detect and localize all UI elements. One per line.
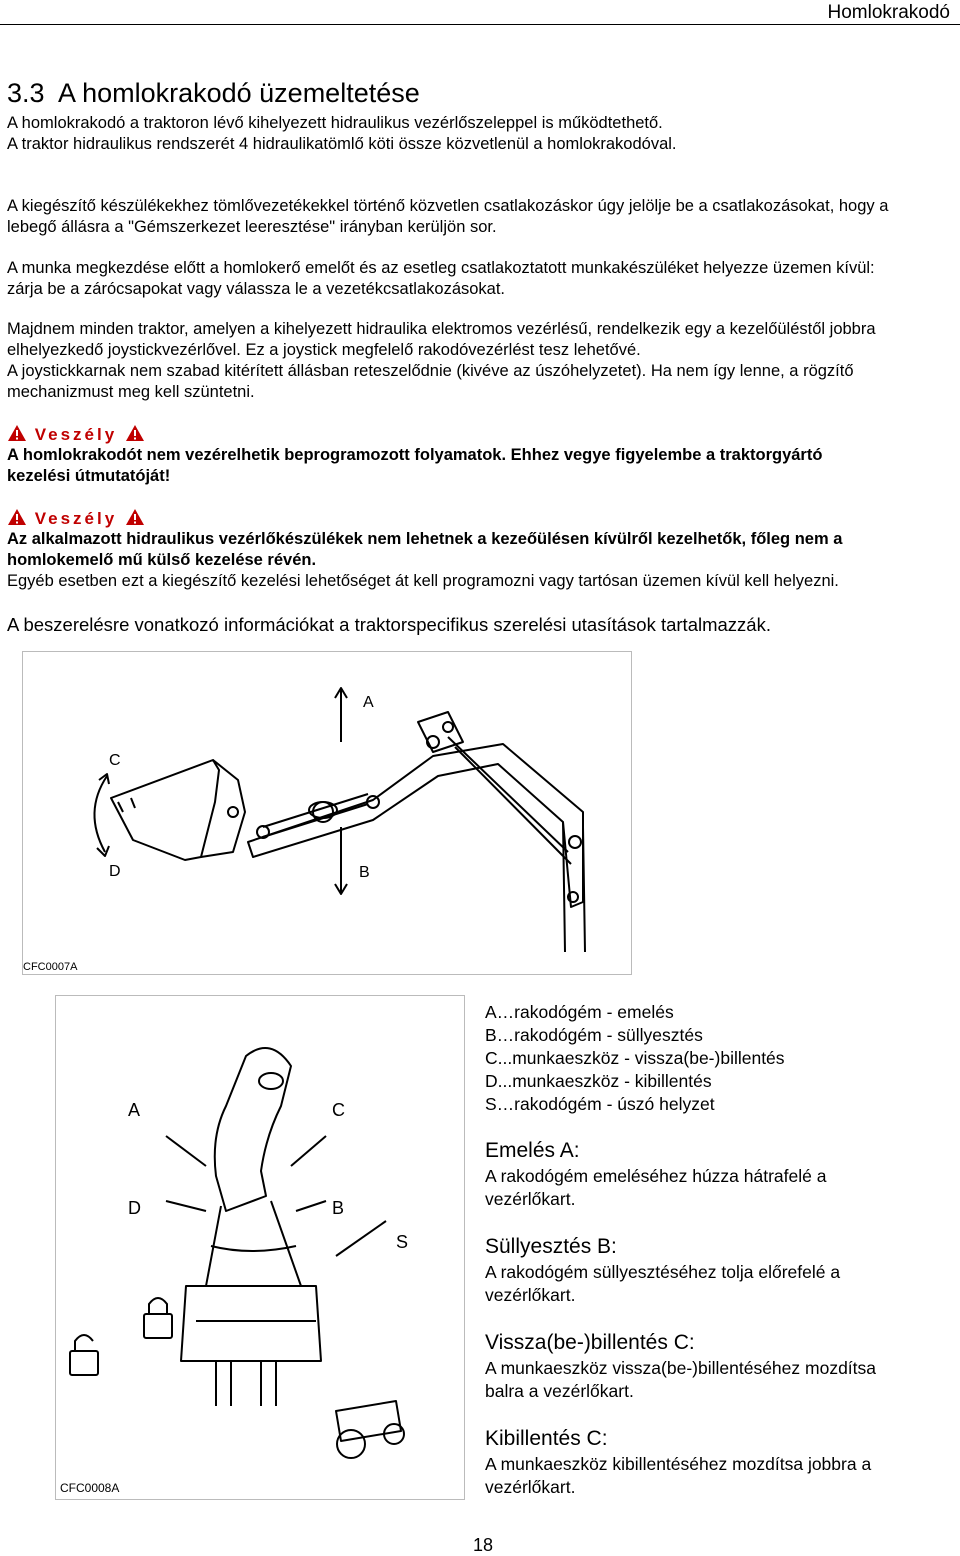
control-line: A rakodógém emeléséhez húzza hátrafelé a xyxy=(485,1166,827,1186)
paragraph-4 xyxy=(7,319,957,403)
joystick-boot xyxy=(206,1201,301,1286)
base-pins xyxy=(216,1361,276,1406)
warning-label: Veszély xyxy=(34,509,118,528)
arrow-c xyxy=(291,1136,326,1166)
legend-item: A…rakodógém - emelés xyxy=(485,1002,674,1022)
legend xyxy=(485,1001,785,1116)
legend-item: C...munkaeszköz - vissza(be-)billentés xyxy=(485,1048,785,1068)
legend-item: S…rakodógém - úszó helyzet xyxy=(485,1094,715,1114)
figure2-label-a: A xyxy=(128,1100,141,1120)
lift-cylinder xyxy=(448,737,568,852)
warning-text-1 xyxy=(7,445,957,487)
paragraph-line: Majdnem minden traktor, amelyen a kihelyezett hidraulika elektromos vezérlésű, rendelkezik egy a kezelőüléstől jobbra xyxy=(7,320,876,338)
joystick-figure xyxy=(55,995,465,1500)
warning-line: homlokemelő mű külső kezelése révén. xyxy=(7,551,317,569)
figure1-label-b: B xyxy=(359,864,370,881)
control-heading-lower: Süllyesztés B: xyxy=(485,1235,617,1258)
paragraph-line: A homlokrakodó a traktoron lévő kihelyezett hidraulikus vezérlőszeleppel is működtethető. xyxy=(7,114,663,132)
legend-item: B…rakodógém - süllyesztés xyxy=(485,1025,703,1045)
joystick-base xyxy=(181,1286,321,1361)
warning-text-2 xyxy=(7,529,957,592)
paragraph-line: mechanizmust meg kell szüntetni. xyxy=(7,383,255,401)
figure2-label-s: S xyxy=(396,1232,409,1252)
paragraph-2 xyxy=(7,196,957,238)
paragraph-line: A joystickkarnak nem szabad kitérített állásban reteszelődnie (kivéve az úszóhelyzetet). Ha nem így lenne, a rögzítő xyxy=(7,362,854,380)
tilt-arc xyxy=(94,776,107,852)
control-line: vezérlőkart. xyxy=(485,1477,576,1497)
figure2-label-c: C xyxy=(332,1100,345,1120)
paragraph-line: lebegő állásra a "Gémszerkezet leeresztése" irányban kerüljön sor. xyxy=(7,218,497,236)
loader-arm-drawing xyxy=(23,652,631,974)
arrow-d xyxy=(166,1201,206,1211)
figure2-label-d: D xyxy=(128,1198,141,1218)
page-number: 18 xyxy=(473,1535,494,1555)
paragraph-line: A kiegészítő készülékekhez tömlővezetékekkel történő közvetlen csatlakozáskor úgy jelölje be a csatlakozásokat, hogy a xyxy=(7,197,889,215)
warning-line: Egyéb esetben ezt a kiegészítő kezelési lehetőséget át kell programozni vagy tartósan üzemen kívül kell helyezni. xyxy=(7,572,839,590)
figure2-label-b: B xyxy=(332,1198,345,1218)
figure1-code: CFC0007A xyxy=(23,961,78,973)
control-heading-dump: Kibillentés C: xyxy=(485,1427,608,1450)
joystick-handle xyxy=(215,1048,291,1211)
warning-label: Veszély xyxy=(34,425,118,444)
arrow-a xyxy=(166,1136,206,1166)
paragraph-3 xyxy=(7,258,957,300)
control-line: A munkaeszköz kibillentéséhez mozdítsa jobbra a xyxy=(485,1454,872,1474)
control-desc-tilt-back xyxy=(485,1357,876,1403)
control-desc-lift xyxy=(485,1165,826,1211)
control-heading-lift: Emelés A: xyxy=(485,1139,580,1162)
section-title: 3.3 A homlokrakodó üzemeltetése xyxy=(7,78,420,108)
tilt-cylinder xyxy=(263,794,368,827)
figure1-label-a: A xyxy=(363,694,374,711)
paragraph-line: elhelyezkedő joystickvezérlővel. Ez a joystick megfelelő rakodóvezérlést tesz lehetővé. xyxy=(7,341,641,359)
arrow-b xyxy=(296,1201,326,1211)
warning-line: Az alkalmazott hidraulikus vezérlőkészülékek nem lehetnek a kezeőülésen kívülről kezelhetők, főleg nem a xyxy=(7,530,843,548)
paragraph-line: zárja be a zárócsapokat vagy válassza le a vezetékcsatlakozásokat. xyxy=(7,280,506,298)
arrow-s xyxy=(336,1221,386,1256)
bucket-shape xyxy=(111,760,219,860)
control-line: vezérlőkart. xyxy=(485,1285,576,1305)
control-line: A rakodógém süllyesztéséhez tolja előrefelé a xyxy=(485,1262,841,1282)
control-line: balra a vezérlőkart. xyxy=(485,1381,634,1401)
figure1-label-d: D xyxy=(109,863,121,880)
warning-triangle-icon xyxy=(7,424,27,442)
warning-heading-1 xyxy=(7,424,145,445)
lock-icon xyxy=(144,1314,172,1338)
control-desc-lower xyxy=(485,1261,840,1307)
installation-note: A beszerelésre vonatkozó információkat a traktorspecifikus szerelési utasítások tartalmazzák. xyxy=(7,614,771,635)
warning-line: A homlokrakodót nem vezérelhetik beprogramozott folyamatok. Ehhez vegye figyelembe a traktorgyártó xyxy=(7,446,823,464)
running-header: Homlokrakodó xyxy=(827,2,950,23)
control-line: A munkaeszköz vissza(be-)billentéséhez mozdítsa xyxy=(485,1358,877,1378)
handle-button xyxy=(259,1073,283,1089)
loader-arm-figure xyxy=(22,651,632,975)
joystick-drawing xyxy=(56,996,464,1499)
control-heading-tilt-back: Vissza(be-)billentés C: xyxy=(485,1331,695,1354)
paragraph-1 xyxy=(7,113,957,155)
warning-heading-2 xyxy=(7,508,145,529)
warning-triangle-icon xyxy=(7,508,27,526)
control-desc-dump xyxy=(485,1453,871,1499)
figure1-label-c: C xyxy=(109,752,121,769)
figure2-code: CFC0008A xyxy=(60,1481,120,1495)
legend-item: D...munkaeszköz - kibillentés xyxy=(485,1071,712,1091)
warning-triangle-icon xyxy=(125,424,145,442)
header-divider xyxy=(0,24,960,25)
warning-triangle-icon xyxy=(125,508,145,526)
paragraph-line: A traktor hidraulikus rendszerét 4 hidraulikatömlő köti össze közvetlenül a homlokrakodóval. xyxy=(7,135,677,153)
warning-line: kezelési útmutatóját! xyxy=(7,467,171,485)
paragraph-line: A munka megkezdése előtt a homlokerő emelőt és az esetleg csatlakoztatott munkakészüléket helyezze üzemen kívül: xyxy=(7,259,875,277)
control-line: vezérlőkart. xyxy=(485,1189,576,1209)
bucket-back xyxy=(201,760,245,857)
unlock-icon xyxy=(70,1351,98,1375)
tractor-icon xyxy=(336,1401,401,1441)
